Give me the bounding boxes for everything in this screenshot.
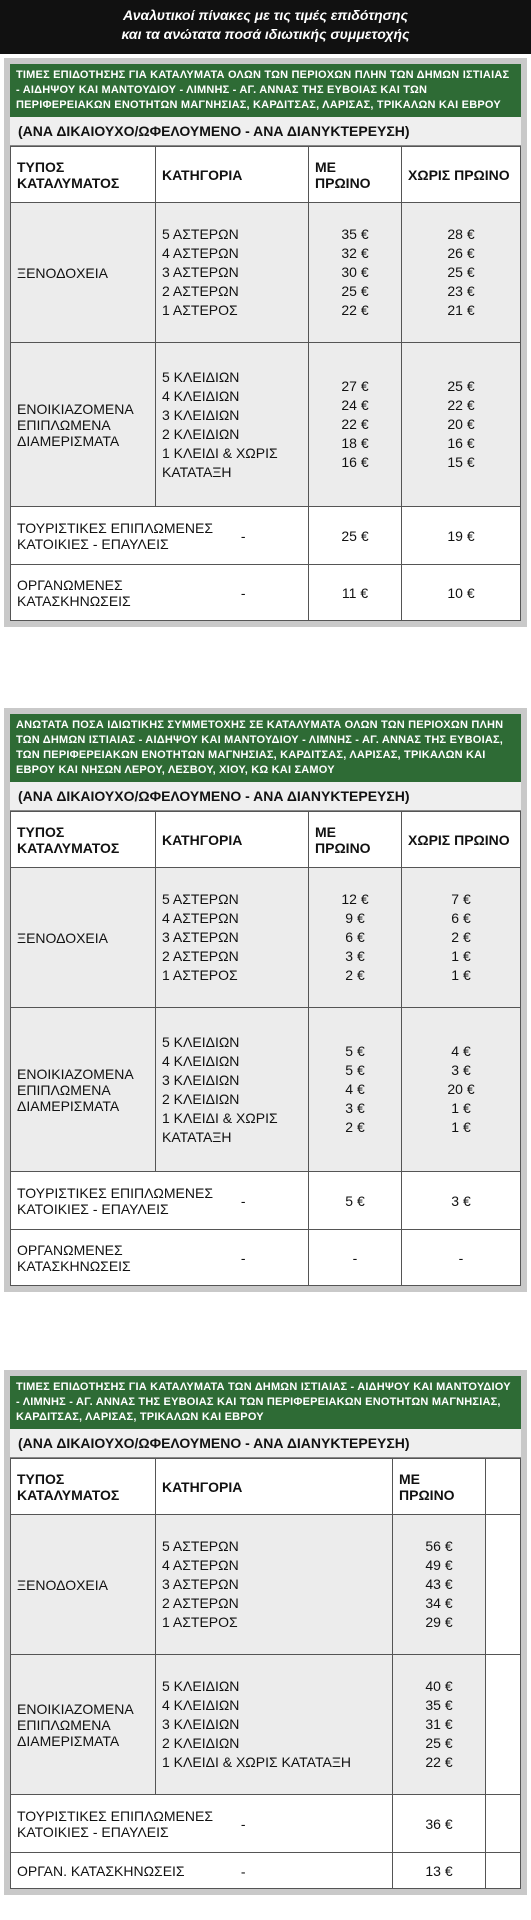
row-without-values bbox=[402, 868, 521, 1008]
panel-subsidy-special-areas bbox=[4, 1370, 527, 1895]
price-value: 3 € bbox=[402, 1172, 521, 1230]
price-value: 2 € bbox=[345, 1119, 365, 1135]
category-item: 2 ΑΣΤΕΡΩΝ bbox=[162, 948, 239, 964]
row-type bbox=[11, 507, 309, 565]
row-with-values bbox=[309, 1008, 402, 1172]
empty-cell bbox=[486, 1515, 521, 1655]
price-value: 12 € bbox=[341, 891, 369, 907]
price-value: 6 € bbox=[451, 910, 471, 926]
col-header-category: ΚΑΤΗΓΟΡΙΑ bbox=[156, 812, 309, 868]
col-header-without-breakfast: ΧΩΡΙΣ ΠΡΩΙΝΟ bbox=[402, 812, 521, 868]
col-header-empty bbox=[486, 1459, 521, 1515]
price-value: - bbox=[402, 1230, 521, 1286]
panel-private-participation bbox=[4, 708, 527, 1292]
price-value: 5 € bbox=[345, 1043, 365, 1059]
category-item: 2 ΚΛΕΙΔΙΩΝ bbox=[162, 1090, 240, 1107]
price-value: 22 € bbox=[447, 397, 475, 413]
category-dash: - bbox=[240, 1249, 246, 1266]
category-item: 4 ΚΛΕΙΔΙΩΝ bbox=[162, 1052, 240, 1069]
row-type: ΞΕΝΟΔΟΧΕΙΑ bbox=[11, 1515, 156, 1655]
price-value: 16 € bbox=[341, 454, 369, 470]
row-with-values bbox=[393, 1515, 486, 1655]
row-type: ΕΝΟΙΚΙΑΖΟΜΕΝΑ ΕΠΙΠΛΩΜΕΝΑ ΔΙΑΜΕΡΙΣΜΑΤΑ bbox=[11, 343, 156, 507]
empty-cell bbox=[486, 1655, 521, 1795]
category-item: 2 ΚΛΕΙΔΙΩΝ bbox=[162, 425, 240, 442]
category-item: 1 ΑΣΤΕΡΟΣ bbox=[162, 1614, 238, 1630]
price-value: 36 € bbox=[393, 1795, 486, 1853]
row-type bbox=[11, 1853, 393, 1889]
category-item: 3 ΑΣΤΕΡΩΝ bbox=[162, 264, 239, 280]
row-type: ΕΝΟΙΚΙΑΖΟΜΕΝΑ ΕΠΙΠΛΩΜΕΝΑ ΔΙΑΜΕΡΙΣΜΑΤΑ bbox=[11, 1008, 156, 1172]
price-value: 22 € bbox=[341, 416, 369, 432]
price-value: 1 € bbox=[451, 967, 471, 983]
price-value: 4 € bbox=[345, 1081, 365, 1097]
panel-heading: ΑΝΩΤΑΤΑ ΠΟΣΑ ΙΔΙΩΤΙΚΗΣ ΣΥΜΜΕΤΟΧΗΣ ΣΕ ΚΑΤΑΛΥΜΑΤΑ ΟΛΩΝ ΤΩΝ ΠΕΡΙΟΧΩΝ ΠΛΗΝ ΤΩΝ ΔΗΜΩΝ ΙΣΤΙΑΙΑΣ - ΑΙΔΗΨΟΥ ΚΑΙ ΜΑΝΤΟΥΔΙΟΥ - ΛΙΜΝΗΣ - ΑΓ. ΑΝΝΑΣ ΤΗΣ ΕΥΒΟΙΑΣ, ΤΩΝ ΠΕΡΙΦΕΡΕΙΑΚΩΝ ΕΝΟΤΗΤΩΝ ΜΑΓΝΗΣΙΑΣ, ΚΑΡΔΙΤΣΑΣ, ΛΑΡΙΣΑΣ, ΤΡΙΚΑΛΩΝ ΚΑΙ ΕΒΡΟΥ ΚΑΙ ΝΗΣΩΝ ΛΕΡΟΥ, ΛΕΣΒΟΥ, ΧΙΟΥ, ΚΩ ΚΑΙ ΣΑΜΟΥ bbox=[10, 714, 521, 782]
category-item: 2 ΑΣΤΕΡΩΝ bbox=[162, 283, 239, 299]
price-value: 29 € bbox=[425, 1614, 453, 1630]
price-value: 40 € bbox=[425, 1678, 453, 1694]
category-dash: - bbox=[240, 527, 246, 544]
price-value: 19 € bbox=[402, 507, 521, 565]
panel-heading: ΤΙΜΕΣ ΕΠΙΔΟΤΗΣΗΣ ΓΙΑ ΚΑΤΑΛΥΜΑΤΑ ΤΩΝ ΔΗΜΩΝ ΙΣΤΙΑΙΑΣ - ΑΙΔΗΨΟΥ ΚΑΙ ΜΑΝΤΟΥΔΙΟΥ - ΛΙΜΝΗΣ - ΑΓ. ΑΝΝΑΣ ΤΗΣ ΕΥΒΟΙΑΣ ΚΑΙ ΤΩΝ ΠΕΡΙΦΕΡΕΙΑΚΩΝ ΕΝΟΤΗΤΩΝ ΜΑΓΝΗΣΙΑΣ, ΚΑΡΔΙΤΣΑΣ, ΛΑΡΙΣΑΣ, ΤΡΙΚΑΛΩΝ ΚΑΙ ΕΒΡΟΥ bbox=[10, 1376, 521, 1429]
row-type: ΞΕΝΟΔΟΧΕΙΑ bbox=[11, 203, 156, 343]
panel-subheader: (ΑΝΑ ΔΙΚΑΙΟΥΧΟ/ΩΦΕΛΟΥΜΕΝΟ - ΑΝΑ ΔΙΑΝΥΚΤΕΡΕΥΣΗ) bbox=[10, 1429, 521, 1458]
row-without-values bbox=[402, 343, 521, 507]
col-header-without-breakfast: ΧΩΡΙΣ ΠΡΩΙΝΟ bbox=[402, 147, 521, 203]
price-value: 24 € bbox=[341, 397, 369, 413]
row-without-values bbox=[402, 1008, 521, 1172]
price-value: 18 € bbox=[341, 435, 369, 451]
price-value: 9 € bbox=[345, 910, 365, 926]
category-item: 4 ΚΛΕΙΔΙΩΝ bbox=[162, 387, 240, 404]
panel-subheader: (ΑΝΑ ΔΙΚΑΙΟΥΧΟ/ΩΦΕΛΟΥΜΕΝΟ - ΑΝΑ ΔΙΑΝΥΚΤΕΡΕΥΣΗ) bbox=[10, 782, 521, 811]
price-value: 2 € bbox=[451, 929, 471, 945]
price-value: 1 € bbox=[451, 948, 471, 964]
price-value: 3 € bbox=[345, 1100, 365, 1116]
row-categories bbox=[156, 343, 309, 507]
row-categories bbox=[156, 1008, 309, 1172]
row-type-label: ΟΡΓΑΝ. ΚΑΤΑΣΚΗΝΩΣΕΙΣ bbox=[17, 1863, 185, 1880]
price-value: 2 € bbox=[345, 967, 365, 983]
row-type: ΕΝΟΙΚΙΑΖΟΜΕΝΑ ΕΠΙΠΛΩΜΕΝΑ ΔΙΑΜΕΡΙΣΜΑΤΑ bbox=[11, 1655, 156, 1795]
row-type-label: ΟΡΓΑΝΩΜΕΝΕΣ ΚΑΤΑΣΚΗΝΩΣΕΙΣ bbox=[17, 576, 131, 609]
table-row bbox=[11, 1655, 521, 1795]
price-value: 25 € bbox=[447, 378, 475, 394]
category-item: 4 ΑΣΤΕΡΩΝ bbox=[162, 910, 239, 926]
price-value: 26 € bbox=[447, 245, 475, 261]
col-header-with-breakfast: ΜΕ ΠΡΩΙΝΟ bbox=[309, 812, 402, 868]
col-header-type: ΤΥΠΟΣ ΚΑΤΑΛΥΜΑΤΟΣ bbox=[11, 812, 156, 868]
col-header-with-breakfast: ΜΕ ΠΡΩΙΝΟ bbox=[309, 147, 402, 203]
category-dash: - bbox=[240, 1815, 246, 1832]
price-value: 35 € bbox=[341, 226, 369, 242]
price-value: 56 € bbox=[425, 1538, 453, 1554]
category-item: 1 ΚΛΕΙΔΙ & ΧΩΡΙΣ ΚΑΤΑΤΑΞΗ bbox=[162, 444, 278, 480]
price-value: 28 € bbox=[447, 226, 475, 242]
row-type bbox=[11, 1172, 309, 1230]
col-header-type: ΤΥΠΟΣ ΚΑΤΑΛΥΜΑΤΟΣ bbox=[11, 147, 156, 203]
page-title-line-2: και τα ανώτατα ποσά ιδιωτικής συμμετοχής bbox=[121, 26, 410, 42]
price-value: - bbox=[309, 1230, 402, 1286]
row-type-label: ΤΟΥΡΙΣΤΙΚΕΣ ΕΠΙΠΛΩΜΕΝΕΣ ΚΑΤΟΙΚΙΕΣ - ΕΠΑΥΛΕΙΣ bbox=[17, 1184, 213, 1217]
price-value: 1 € bbox=[451, 1100, 471, 1116]
price-value: 43 € bbox=[425, 1576, 453, 1592]
row-with-values bbox=[309, 868, 402, 1008]
row-categories bbox=[156, 868, 309, 1008]
category-item: 3 ΑΣΤΕΡΩΝ bbox=[162, 1576, 239, 1592]
price-value: 3 € bbox=[345, 948, 365, 964]
panel-subheader: (ΑΝΑ ΔΙΚΑΙΟΥΧΟ/ΩΦΕΛΟΥΜΕΝΟ - ΑΝΑ ΔΙΑΝΥΚΤΕΡΕΥΣΗ) bbox=[10, 117, 521, 146]
table-row bbox=[11, 1515, 521, 1655]
row-type-label: ΤΟΥΡΙΣΤΙΚΕΣ ΕΠΙΠΛΩΜΕΝΕΣ ΚΑΤΟΙΚΙΕΣ - ΕΠΑΥΛΕΙΣ bbox=[17, 519, 213, 552]
price-value: 32 € bbox=[341, 245, 369, 261]
price-value: 4 € bbox=[451, 1043, 471, 1059]
table-row bbox=[11, 1172, 521, 1230]
price-value: 1 € bbox=[451, 1119, 471, 1135]
col-header-category: ΚΑΤΗΓΟΡΙΑ bbox=[156, 1459, 393, 1515]
category-item: 4 ΑΣΤΕΡΩΝ bbox=[162, 1557, 239, 1573]
table-row bbox=[11, 1853, 521, 1889]
price-value: 21 € bbox=[447, 302, 475, 318]
price-value: 7 € bbox=[451, 891, 471, 907]
rates-table bbox=[10, 1458, 521, 1889]
empty-cell bbox=[486, 1853, 521, 1889]
price-value: 11 € bbox=[309, 565, 402, 621]
page-title-line-1: Αναλυτικοί πίνακες με τις τιμές επιδότησης bbox=[123, 7, 408, 23]
category-item: 3 ΚΛΕΙΔΙΩΝ bbox=[162, 1716, 240, 1732]
table-row bbox=[11, 1795, 521, 1853]
category-item: 5 ΚΛΕΙΔΙΩΝ bbox=[162, 368, 240, 385]
price-value: 20 € bbox=[447, 1081, 475, 1097]
category-item: 1 ΑΣΤΕΡΟΣ bbox=[162, 967, 238, 983]
price-value: 15 € bbox=[447, 454, 475, 470]
panel-heading: ΤΙΜΕΣ ΕΠΙΔΟΤΗΣΗΣ ΓΙΑ ΚΑΤΑΛΥΜΑΤΑ ΟΛΩΝ ΤΩΝ ΠΕΡΙΟΧΩΝ ΠΛΗΝ ΤΩΝ ΔΗΜΩΝ ΙΣΤΙΑΙΑΣ - ΑΙΔΗΨΟΥ ΚΑΙ ΜΑΝΤΟΥΔΙΟΥ - ΛΙΜΝΗΣ - ΑΓ. ΑΝΝΑΣ ΤΗΣ ΕΥΒΟΙΑΣ ΚΑΙ ΤΩΝ ΠΕΡΙΦΕΡΕΙΑΚΩΝ ΕΝΟΤΗΤΩΝ ΜΑΓΝΗΣΙΑΣ, ΚΑΡΔΙΤΣΑΣ, ΛΑΡΙΣΑΣ, ΤΡΙΚΑΛΩΝ ΚΑΙ ΕΒΡΟΥ bbox=[10, 64, 521, 117]
row-type bbox=[11, 1230, 309, 1286]
panel-subsidy-general bbox=[4, 58, 527, 627]
category-item: 4 ΚΛΕΙΔΙΩΝ bbox=[162, 1697, 240, 1713]
row-with-values bbox=[309, 203, 402, 343]
price-value: 22 € bbox=[341, 302, 369, 318]
price-value: 5 € bbox=[309, 1172, 402, 1230]
category-item: 5 ΑΣΤΕΡΩΝ bbox=[162, 1538, 239, 1554]
category-item: 2 ΑΣΤΕΡΩΝ bbox=[162, 1595, 239, 1611]
rates-table bbox=[10, 811, 521, 1286]
price-value: 27 € bbox=[341, 378, 369, 394]
price-value: 10 € bbox=[402, 565, 521, 621]
price-value: 31 € bbox=[425, 1716, 453, 1732]
category-item: 3 ΑΣΤΕΡΩΝ bbox=[162, 929, 239, 945]
category-item: 5 ΚΛΕΙΔΙΩΝ bbox=[162, 1033, 240, 1050]
table-row bbox=[11, 565, 521, 621]
row-categories bbox=[156, 1515, 393, 1655]
price-value: 25 € bbox=[447, 264, 475, 280]
price-value: 25 € bbox=[341, 283, 369, 299]
price-value: 16 € bbox=[447, 435, 475, 451]
table-row bbox=[11, 343, 521, 507]
category-item: 2 ΚΛΕΙΔΙΩΝ bbox=[162, 1735, 240, 1751]
col-header-category: ΚΑΤΗΓΟΡΙΑ bbox=[156, 147, 309, 203]
table-row bbox=[11, 1230, 521, 1286]
category-item: 5 ΚΛΕΙΔΙΩΝ bbox=[162, 1678, 240, 1694]
category-dash: - bbox=[240, 1863, 246, 1880]
price-value: 30 € bbox=[341, 264, 369, 280]
row-type-label: ΟΡΓΑΝΩΜΕΝΕΣ ΚΑΤΑΣΚΗΝΩΣΕΙΣ bbox=[17, 1241, 131, 1274]
category-dash: - bbox=[240, 1192, 246, 1209]
row-type bbox=[11, 565, 309, 621]
row-type: ΞΕΝΟΔΟΧΕΙΑ bbox=[11, 868, 156, 1008]
price-value: 25 € bbox=[309, 507, 402, 565]
row-with-values bbox=[393, 1655, 486, 1795]
page-title-banner bbox=[0, 0, 531, 54]
price-value: 49 € bbox=[425, 1557, 453, 1573]
category-item: 5 ΑΣΤΕΡΩΝ bbox=[162, 226, 239, 242]
row-type bbox=[11, 1795, 393, 1853]
category-dash: - bbox=[240, 584, 246, 601]
row-type-label: ΤΟΥΡΙΣΤΙΚΕΣ ΕΠΙΠΛΩΜΕΝΕΣ ΚΑΤΟΙΚΙΕΣ - ΕΠΑΥΛΕΙΣ bbox=[17, 1807, 213, 1840]
price-value: 5 € bbox=[345, 1062, 365, 1078]
price-value: 25 € bbox=[425, 1735, 453, 1751]
category-item: 4 ΑΣΤΕΡΩΝ bbox=[162, 245, 239, 261]
col-header-type: ΤΥΠΟΣ ΚΑΤΑΛΥΜΑΤΟΣ bbox=[11, 1459, 156, 1515]
row-without-values bbox=[402, 203, 521, 343]
row-categories bbox=[156, 1655, 393, 1795]
category-item: 1 ΑΣΤΕΡΟΣ bbox=[162, 302, 238, 318]
price-value: 20 € bbox=[447, 416, 475, 432]
price-value: 6 € bbox=[345, 929, 365, 945]
category-item: 1 ΚΛΕΙΔΙ & ΧΩΡΙΣ ΚΑΤΑΤΑΞΗ bbox=[162, 1109, 278, 1145]
rates-table bbox=[10, 146, 521, 621]
category-item: 5 ΑΣΤΕΡΩΝ bbox=[162, 891, 239, 907]
price-value: 22 € bbox=[425, 1754, 453, 1770]
price-value: 13 € bbox=[393, 1853, 486, 1889]
table-row bbox=[11, 1008, 521, 1172]
row-categories bbox=[156, 203, 309, 343]
category-item: 3 ΚΛΕΙΔΙΩΝ bbox=[162, 1071, 240, 1088]
category-item: 1 ΚΛΕΙΔΙ & ΧΩΡΙΣ ΚΑΤΑΤΑΞΗ bbox=[162, 1754, 352, 1770]
row-with-values bbox=[309, 343, 402, 507]
table-row bbox=[11, 868, 521, 1008]
empty-cell bbox=[486, 1795, 521, 1853]
table-row bbox=[11, 203, 521, 343]
price-value: 35 € bbox=[425, 1697, 453, 1713]
price-value: 3 € bbox=[451, 1062, 471, 1078]
category-item: 3 ΚΛΕΙΔΙΩΝ bbox=[162, 406, 240, 423]
price-value: 34 € bbox=[425, 1595, 453, 1611]
col-header-with-breakfast: ΜΕ ΠΡΩΙΝΟ bbox=[393, 1459, 486, 1515]
price-value: 23 € bbox=[447, 283, 475, 299]
table-row bbox=[11, 507, 521, 565]
